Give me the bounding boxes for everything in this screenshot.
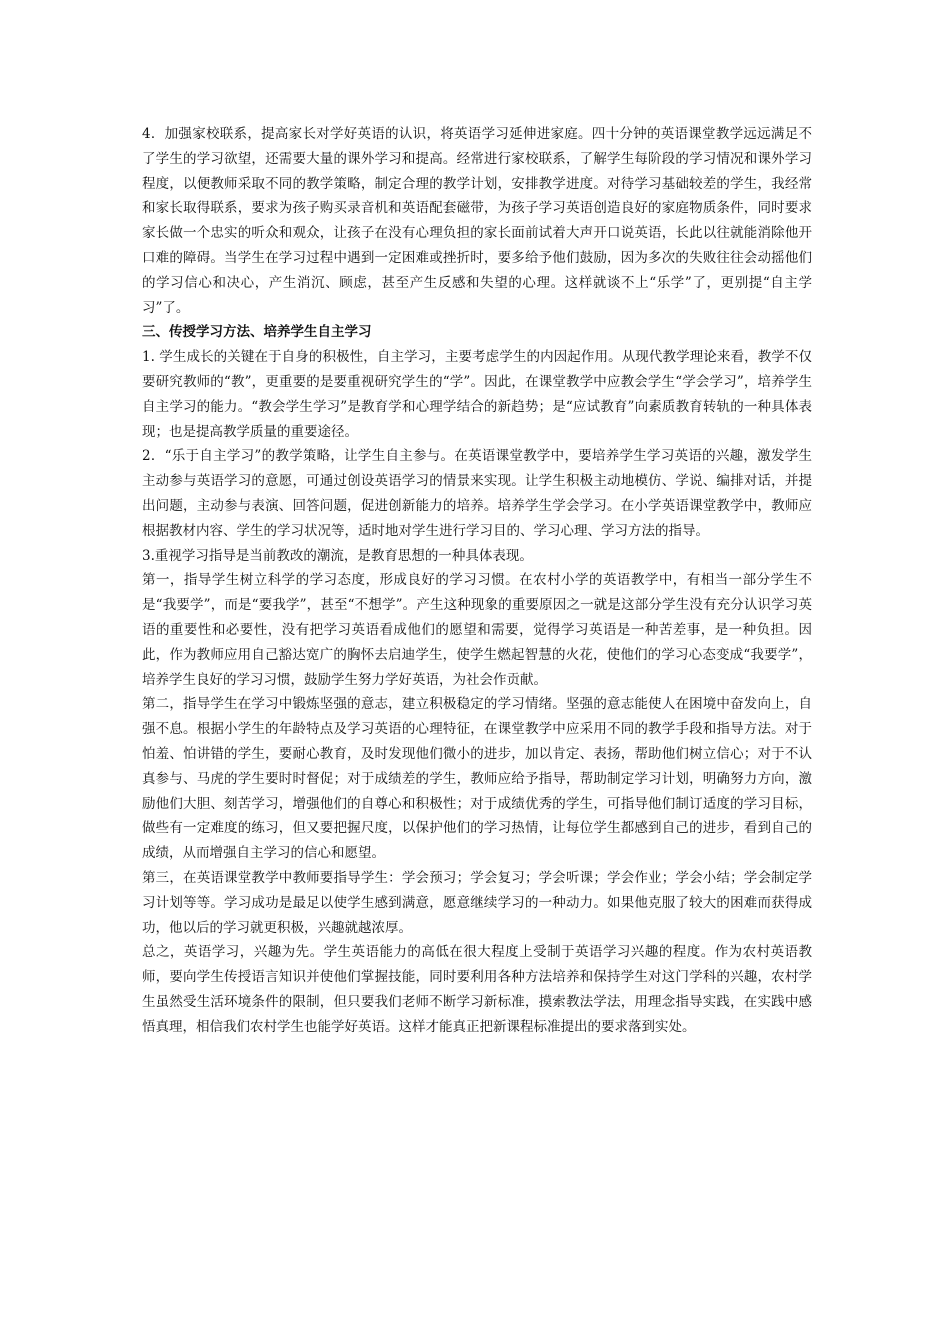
paragraph-point-1: 1. 学生成长的关键在于自身的积极性，自主学习，主要考虑学生的内因起作用。从现代教学理论来看，教学不仅要研究教师的“教”，更重要的是要重视研究学生的“学”。因此，在课堂教学中应教会学生“学会学习”，培养学生自主学习的能力。“教会学生学习”是教育学和心理学结合的新趋势；是“应试教育”向素质教育转轨的一种具体表现；也是提高教学质量的重要途径。 bbox=[142, 349, 812, 440]
paragraph-conclusion: 总之，英语学习，兴趣为先。学生英语能力的高低在很大程度上受制于英语学习兴趣的程度。作为农村英语教师，要向学生传授语言知识并使他们掌握技能，同时要利用各种方法培养和保持学生对这门学科的兴趣，农村学生虽然受生活环境条件的限制，但只要我们老师不断学习新标准，摸索教法学法，用理念指导实践，在实践中感悟真理，相信我们农村学生也能学好英语。这样才能真正把新课程标准提出的要求落到实处。 bbox=[142, 944, 812, 1035]
paragraph-point-2: 2．“乐于自主学习”的教学策略，让学生自主参与。在英语课堂教学中，要培养学生学习英语的兴趣，激发学生主动参与英语学习的意愿，可通过创设英语学习的情景来实现。让学生积极主动地模仿、学说、编排对话，并提出问题，主动参与表演、回答问题，促进创新能力的培养。培养学生学会学习。在小学英语课堂教学中，教师应根据教材内容、学生的学习状况等，适时地对学生进行学习目的、学习心理、学习方法的指导。 bbox=[142, 448, 812, 539]
paragraph-second: 第二，指导学生在学习中锻炼坚强的意志，建立积极稳定的学习情绪。坚强的意志能使人在困境中奋发向上，自强不息。根据小学生的年龄特点及学习英语的心理特征，在课堂教学中应采用不同的教学手段和指导方法。对于怕羞、怕讲错的学生，要耐心教育，及时发现他们微小的进步，加以肯定、表扬，帮助他们树立信心；对于不认真参与、马虎的学生要时时督促；对于成绩差的学生，教师应给予指导，帮助制定学习计划，明确努力方向，激励他们大胆、刻苦学习，增强他们的自尊心和积极性；对于成绩优秀的学生，可指导他们制订适度的学习目标，做些有一定难度的练习，但又要把握尺度，以保护他们的学习热情，让每位学生都感到自己的进步，看到自己的成绩，从而增强自主学习的信心和愿望。 bbox=[142, 696, 812, 862]
paragraph-third: 第三，在英语课堂教学中教师要指导学生：学会预习；学会复习；学会听课；学会作业；学会小结；学会制定学习计划等等。学习成功是最足以使学生感到满意，愿意继续学习的一种动力。如果他克服了较大的困难而获得成功，他以后的学习就更积极，兴趣就越浓厚。 bbox=[142, 869, 812, 936]
paragraph-home-school-contact: 4．加强家校联系，提高家长对学好英语的认识，将英语学习延伸进家庭。四十分钟的英语课堂教学远远满足不了学生的学习欲望，还需要大量的课外学习和提高。经常进行家校联系，了解学生每阶段的学习情况和课外学习程度，以便教师采取不同的教学策略，制定合理的教学计划，安排教学进度。对待学习基础较差的学生，我经常和家长取得联系，要求为孩子购买录音机和英语配套磁带，为孩子学习英语创造良好的家庭物质条件，同时要求家长做一个忠实的听众和观众，让孩子在没有心理负担的家长面前试着大声开口说英语，长此以往就能消除他开口难的障碍。当学生在学习过程中遇到一定困难或挫折时，要多给予他们鼓励，因为多次的失败往往会动摇他们的学习信心和决心，产生消沉、顾虑，甚至产生反感和失望的心理。这样就谈不上“乐学”了，更别提“自主学习”了。 bbox=[142, 126, 812, 316]
section-heading-teaching-methods: 三、传授学习方法、培养学生自主学习 bbox=[142, 324, 372, 341]
paragraph-point-3: 3.重视学习指导是当前教改的潮流，是教育思想的一种具体表现。 bbox=[142, 547, 533, 564]
paragraph-first: 第一，指导学生树立科学的学习态度，形成良好的学习习惯。在农村小学的英语教学中，有相当一部分学生不是“我要学”，而是“要我学”，甚至“不想学”。产生这种现象的重要原因之一就是这部分学生没有充分认识学习英语的重要性和必要性，没有把学习英语看成他们的愿望和需要，觉得学习英语是一种苦差事，是一种负担。因此，作为教师应用自己豁达宽广的胸怀去启迪学生，使学生燃起智慧的火花，使他们的学习心态变成“我要学”，培养学生良好的学习习惯，鼓励学生努力学好英语，为社会作贡献。 bbox=[142, 572, 812, 688]
document-body bbox=[142, 122, 812, 1039]
